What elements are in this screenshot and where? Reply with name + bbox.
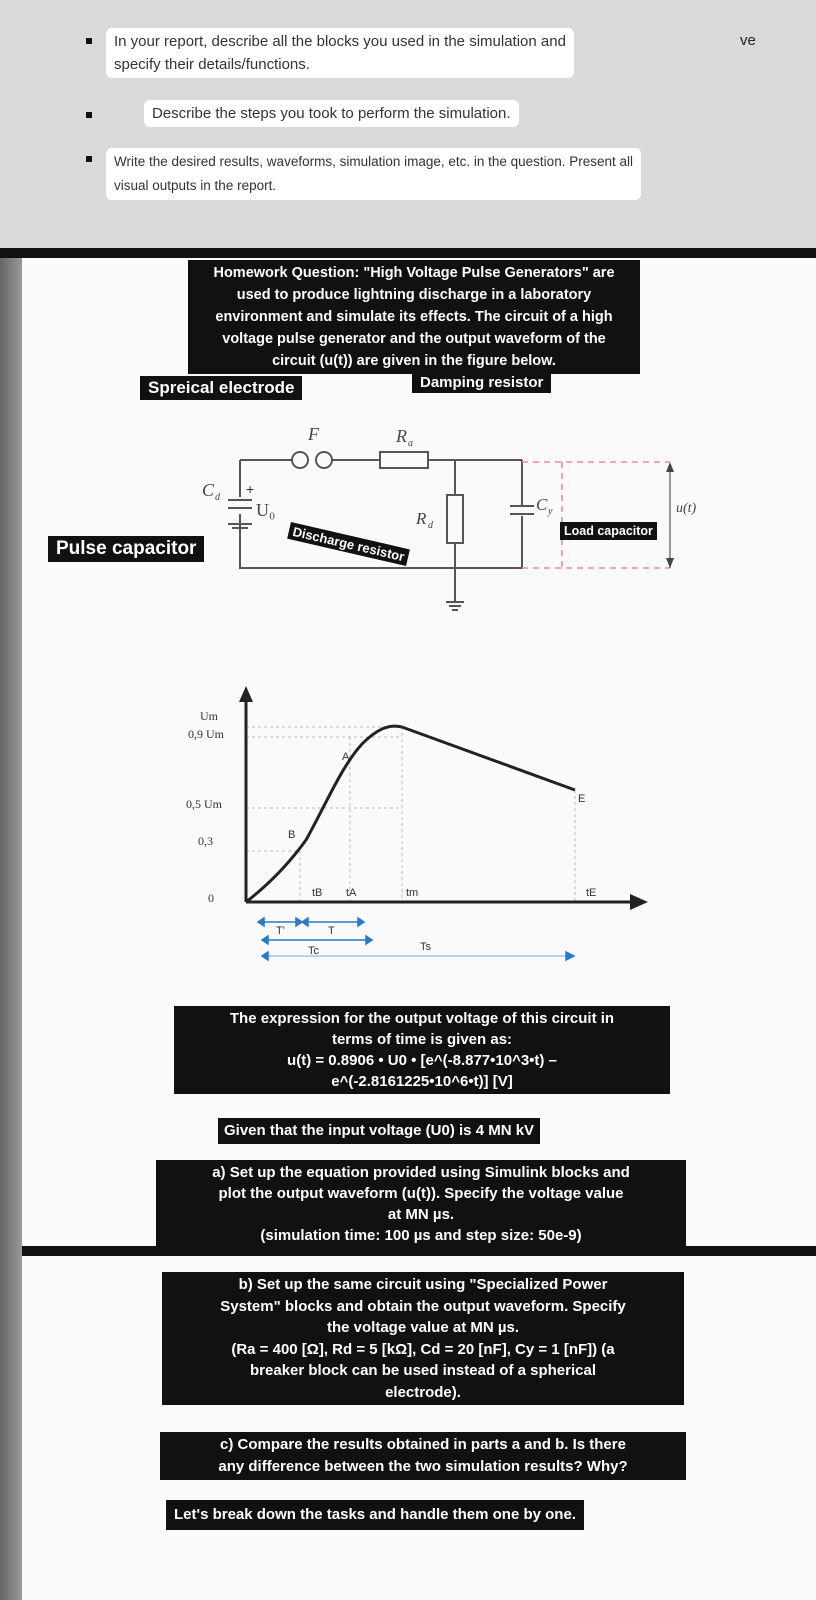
- homework-line: voltage pulse generator and the output waveform of the: [222, 331, 606, 347]
- bullet-icon: [86, 112, 92, 118]
- expression-block: [174, 1006, 670, 1094]
- damping-resistor-label: Damping resistor: [412, 372, 551, 393]
- y-label-Um: Um: [200, 709, 218, 723]
- y-axis-arrow-icon: [239, 686, 253, 702]
- part-b-line: System" blocks and obtain the output waveform. Specify: [220, 1297, 626, 1315]
- homework-line: Homework Question: "High Voltage Pulse Generators" are: [213, 265, 615, 281]
- divider-bar: [0, 248, 816, 258]
- arrow-left-icon: [262, 952, 268, 960]
- damping-resistor: [380, 452, 428, 468]
- point-B: B: [288, 829, 296, 841]
- discharge-resistor-label: Discharge resistor: [287, 522, 410, 566]
- spark-gap-sphere: [316, 452, 332, 468]
- circuit-diagram: [180, 412, 740, 612]
- expression-line: e^(-2.8161225•10^6•t)] [V]: [331, 1073, 513, 1090]
- y-label-0-5-Um: 0,5 Um: [186, 797, 222, 811]
- bullet-icon: [86, 38, 92, 44]
- instruction-1-line-1: In your report, describe all the blocks you used in the simulation and: [114, 33, 566, 50]
- span-label-Tc: Tc: [308, 945, 319, 957]
- ground-icon: [446, 602, 464, 610]
- label-Cd: C: [202, 480, 215, 500]
- expression-line: terms of time is given as:: [331, 1031, 513, 1048]
- discharge-resistor: [447, 495, 463, 543]
- instruction-1: [106, 28, 574, 78]
- label-Rd: R: [416, 509, 427, 528]
- homework-line: circuit (u(t)) are given in the figure below.: [272, 353, 556, 369]
- span-label-T-prime: T': [276, 925, 285, 937]
- wire: [240, 514, 280, 568]
- pulse-capacitor-label: Pulse capacitor: [48, 536, 204, 562]
- part-b: [162, 1272, 684, 1405]
- point-E: E: [578, 793, 586, 805]
- arrow-left-icon: [258, 918, 264, 926]
- expression-line: u(t) = 0.8906 • U0 • [e^(-8.877•10^3•t) –: [287, 1052, 557, 1069]
- instruction-3: [106, 148, 641, 200]
- x-label-tm: tm: [406, 887, 419, 899]
- part-c: [160, 1432, 686, 1480]
- part-a: [156, 1160, 686, 1248]
- x-label-tE: tE: [586, 887, 597, 899]
- instruction-3-line-2: visual outputs in the report.: [114, 178, 277, 193]
- label-U0: U₀: [256, 500, 276, 520]
- point-A: A: [342, 751, 350, 763]
- label-F: F: [308, 424, 319, 444]
- arrow-down-icon: [666, 558, 674, 568]
- spherical-electrode-label: Spreical electrode: [140, 376, 302, 400]
- part-c-line: c) Compare the results obtained in parts a and b. Is there: [220, 1436, 626, 1453]
- part-a-line: (simulation time: 100 µs and step size: 50e-9): [260, 1227, 582, 1244]
- instruction-1-line-2: specify their details/functions.: [114, 56, 310, 73]
- label-Cd-sub: d: [215, 492, 220, 503]
- arrow-left-icon: [302, 918, 308, 926]
- label-ut: u(t): [676, 501, 697, 516]
- homework-line: environment and simulate its effects. The circuit of a high: [215, 309, 613, 325]
- homework-line: used to produce lightning discharge in a laboratory: [236, 287, 592, 303]
- x-axis-arrow-icon: [630, 894, 648, 910]
- part-b-line: (Ra = 400 [Ω], Rd = 5 [kΩ], Cd = 20 [nF], Cy = 1 [nF]) (a: [231, 1340, 615, 1358]
- waveform-plot: [170, 680, 670, 980]
- part-b-line: the voltage value at MN µs.: [326, 1319, 520, 1336]
- arrow-up-icon: [666, 462, 674, 472]
- part-a-line: plot the output waveform (u(t)). Specify the voltage value: [218, 1185, 624, 1202]
- part-b-line: electrode).: [385, 1383, 461, 1401]
- span-label-T: T: [328, 925, 335, 937]
- part-a-line: at MN µs.: [387, 1206, 455, 1223]
- label-Cy: C: [536, 495, 548, 514]
- corner-text: ve: [740, 32, 756, 49]
- left-edge-strip: [0, 258, 22, 1600]
- homework-question: [188, 260, 640, 374]
- label-Rd-sub: d: [428, 520, 433, 531]
- expression-line: The expression for the output voltage of this circuit in: [229, 1010, 615, 1027]
- y-label-0: 0: [208, 891, 214, 905]
- bullet-icon: [86, 156, 92, 162]
- part-b-line: breaker block can be used instead of a spherical: [250, 1362, 596, 1379]
- divider-bar: [22, 1246, 816, 1256]
- instruction-2-line-1: Describe the steps you took to perform the simulation.: [152, 105, 511, 122]
- plus-sign: +: [246, 481, 255, 497]
- part-b-line: b) Set up the same circuit using "Specialized Power: [238, 1276, 608, 1293]
- closing-text: Let's break down the tasks and handle them one by one.: [166, 1500, 584, 1530]
- span-label-Ts: Ts: [420, 941, 431, 953]
- arrow-right-icon: [566, 952, 574, 960]
- label-Ra: R: [396, 426, 407, 446]
- instruction-3-line-1: Write the desired results, waveforms, simulation image, etc. in the question. Present all: [114, 154, 633, 169]
- given-text: Given that the input voltage (U0) is 4 MN kV: [218, 1118, 540, 1144]
- x-label-tA: tA: [346, 887, 357, 899]
- waveform-curve: [246, 726, 575, 902]
- part-a-line: a) Set up the equation provided using Simulink blocks and: [212, 1164, 630, 1181]
- load-capacitor-label: Load capacitor: [560, 522, 657, 540]
- label-Cy-sub: y: [548, 506, 553, 517]
- x-label-tB: tB: [312, 887, 323, 899]
- arrow-right-icon: [366, 936, 372, 944]
- arrow-right-icon: [358, 918, 364, 926]
- instruction-2: [144, 100, 519, 127]
- label-Ra-sub: a: [408, 438, 413, 449]
- arrow-left-icon: [262, 936, 268, 944]
- part-c-line: any difference between the two simulation results? Why?: [218, 1458, 628, 1475]
- spark-gap-sphere: [292, 452, 308, 468]
- y-label-0-9-Um: 0,9 Um: [188, 727, 224, 741]
- y-label-0-3: 0,3: [198, 834, 213, 848]
